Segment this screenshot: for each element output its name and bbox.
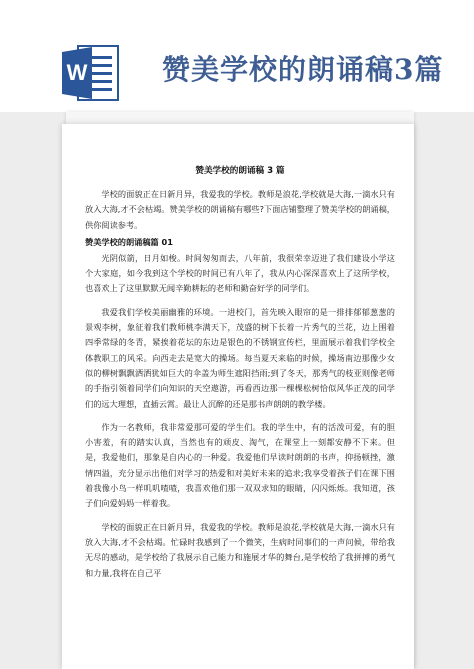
page-title: 赞美学校的朗诵稿3篇	[162, 53, 444, 86]
intro-paragraph: 学校的面貌正在日新月异，我爱我的学校。教师是浪花,学校就是大海,一滴水只有放入大海,才不会枯竭。赞美学校的朗诵稿有哪些?下面店铺整理了赞美学校的朗诵稿，供你阅读参考。	[85, 189, 395, 230]
body-paragraph: 我爱我们学校美丽幽雅的环境。一进校门，首先映入眼帘的是一排排郁郁葱葱的景观李树，象征着我们教师桃李满天下，茂盛的树下长着一片秀气的兰花，边上围着四季常绿的冬青，紧挨着花坛的东边是银色的不锈钢宣传栏，里面展示着我们学校全体教职工的风采。向西走去是宽大的操场。每当夏天来临的时候，操场南边那像少女似的柳树飘飘洒洒犹如巨大的伞盖为师生遮阳挡雨;到了冬天，那秀气的枝亚则像老师的手指引领着同学们向知识的天空遨游，再看西边那一棵棵松树恰似风华正茂的同学们的远大理想，直插云霄。最让人沉醉的还是那书声朗朗的教学楼。	[85, 306, 395, 409]
word-logo-letter: W	[66, 60, 88, 85]
body-paragraph: 作为一名教师，我非常爱那可爱的学生们。我的学生中，有的活泼可爱，有的胆小害羞，有的踏实认真，当然也有的顽皮、淘气，在课堂上一刻都安静不下来。但是，我爱他们，那象是自内心的一种爱。我爱他们早读时朗朗的书声，抑扬顿挫，激情四溢，充分显示出他们对学习的热爱和对美好未来的追求;我享受着孩子们在课下围着我像小鸟一样叽叽喳喳，我喜欢他们那一双双求知的眼睛，闪闪烁烁。我知道，孩子们向爱妈妈一样着我。	[85, 421, 395, 509]
body-paragraph: 学校的面貌正在日新月异，我爱我的学校。教师是浪花,学校就是大海,一滴水只有放入大海,才不会枯竭。忙碌时我感到了一个微笑，生病时同事们的一声问候，带给我无尽的感动，是学校给了我展示自己能力和施展才华的舞台,是学校给了我拼搏的勇气和力量,我将在自己平	[85, 521, 395, 578]
document-page	[62, 124, 414, 669]
document-body	[85, 164, 395, 589]
document-title: 赞美学校的朗诵稿 3 篇	[195, 166, 285, 176]
body-paragraph: 光阴似箭，日月如梭。时间匆匆而去，八年前，我很荣幸迈进了我们建设小学这个大家庭，如今我到这个学校的时间已有八年了，我从内心深深喜欢上了这所学校，也喜欢上了这里默默无闻辛勤耕耘的老师和勤奋好学的同学们。	[85, 252, 395, 294]
word-document-icon	[60, 42, 120, 104]
banner-header	[0, 0, 474, 112]
section-heading: 赞美学校的朗诵稿篇 01	[85, 236, 173, 247]
